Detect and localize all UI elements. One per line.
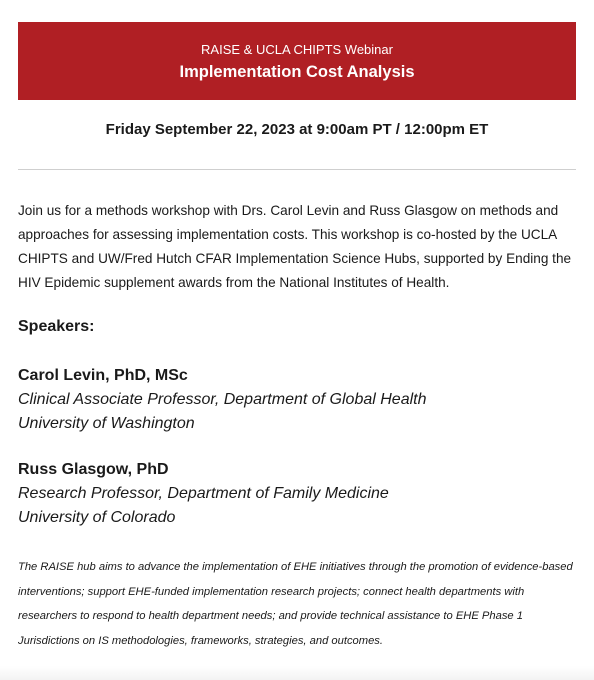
event-datetime: Friday September 22, 2023 at 9:00am PT / 12:00pm ET [105,121,489,138]
banner-subtitle: RAISE & UCLA CHIPTS Webinar [201,42,393,57]
speaker-card-carol-levin [18,364,576,436]
webinar-banner [18,22,576,100]
speaker-name: Carol Levin, PhD, MSc [18,367,188,384]
intro-paragraph: Join us for a methods workshop with Drs. Carol Levin and Russ Glasgow on methods and approaches for assessing implementation costs. This workshop is co-hosted by the UCLA CHIPTS and UW/Fred Hutch CFAR Implementation Science Hubs, supported by Ending the HIV Epidemic supplement awards from the National Institutes of Health. [18,203,572,290]
divider [18,169,576,170]
bottom-shade [0,666,594,680]
speakers-heading: Speakers: [18,318,95,335]
banner-title: Implementation Cost Analysis [179,63,415,81]
speaker-card-russ-glasgow [18,458,576,530]
speaker-org: University of Washington [18,415,195,432]
speaker-title: Clinical Associate Professor, Department of Global Health [18,391,427,408]
speaker-org: University of Colorado [18,509,176,526]
speaker-title: Research Professor, Department of Family Medicine [18,485,389,502]
speaker-name: Russ Glasgow, PhD [18,461,169,478]
raise-hub-description: The RAISE hub aims to advance the implementation of EHE initiatives through the promotion of evidence-based interventions; support EHE-funded implementation research projects; connect health departments with researchers to respond to health department needs; and provide technical assistance to EHE Phase 1 Jurisdictions on IS methodologies, frameworks, strategies, and outcomes. [18,561,573,647]
